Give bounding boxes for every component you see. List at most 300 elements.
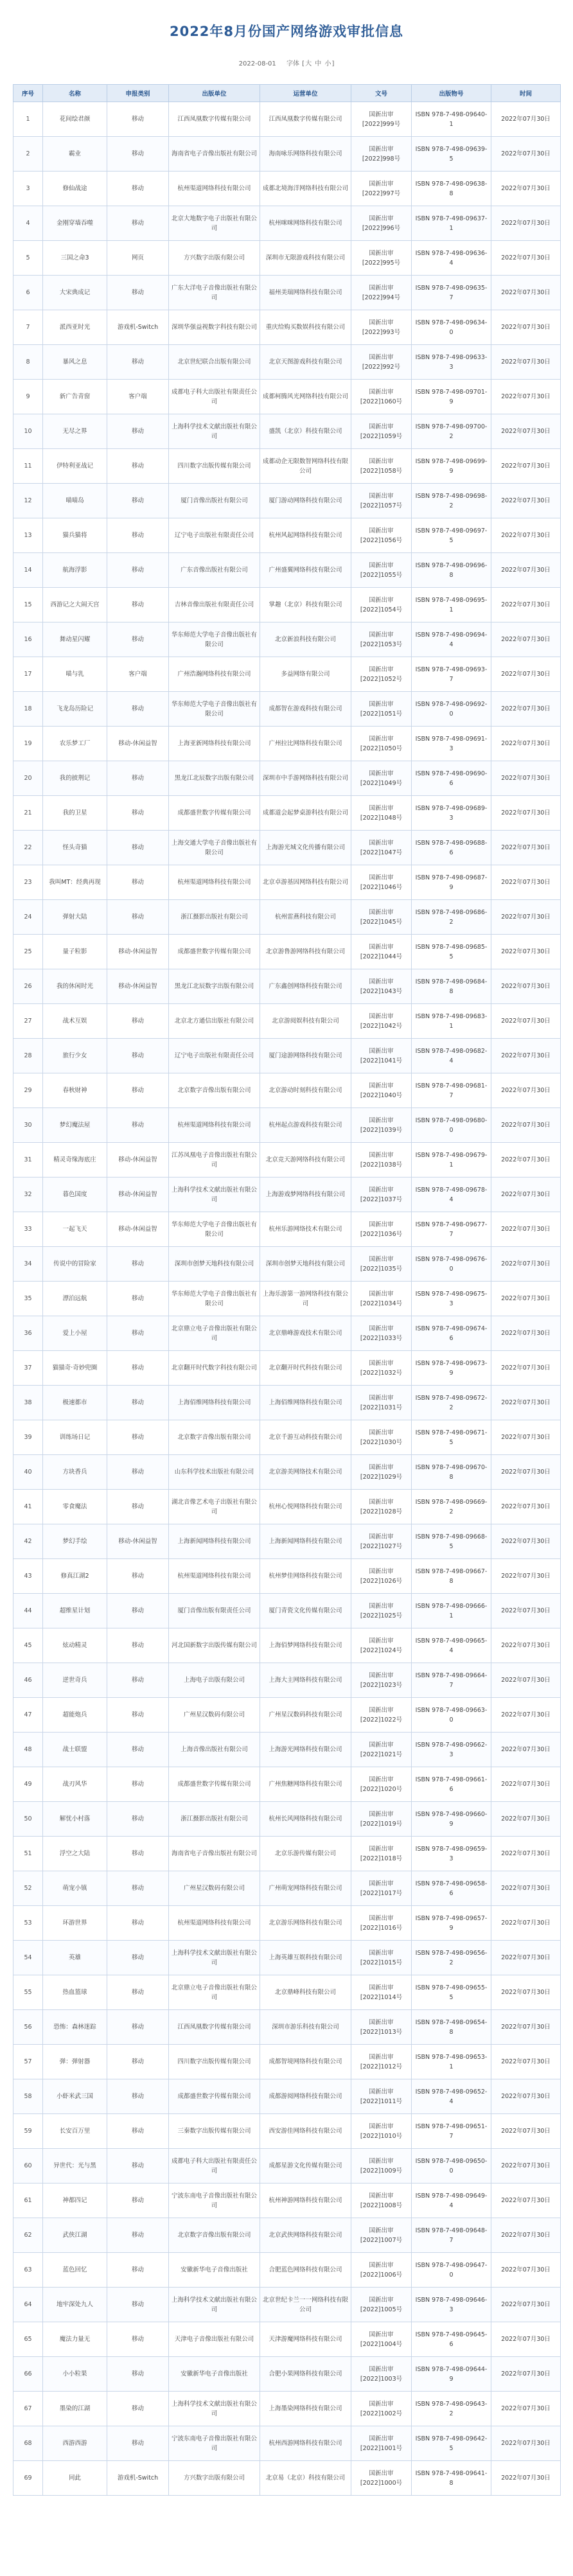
approval-number-cell: 国新出审[2022]1047号: [351, 831, 412, 865]
approval-number-cell: 国新出审[2022]1013号: [351, 2010, 412, 2045]
row-index-cell: 29: [13, 1073, 43, 1108]
publish-date: 2022-08-01: [238, 60, 276, 67]
font-size-label: 字体: [286, 60, 299, 67]
operator-cell: 杭州长风网络科技有限公司: [260, 1802, 351, 1837]
publisher-cell: 方兴数字出版有限公司: [169, 241, 260, 276]
approval-number-cell: 国新出审[2022]1008号: [351, 2183, 412, 2218]
approval-date-cell: 2022年07月30日: [491, 2461, 561, 2496]
isbn-cell: ISBN 978-7-498-09695-1: [412, 588, 491, 622]
row-index-cell: 28: [13, 1039, 43, 1073]
row-index-cell: 53: [13, 1906, 43, 1941]
column-header: 出版单位: [169, 85, 260, 102]
category-cell: 移动: [107, 761, 169, 796]
game-name-cell: 地牢深处九人: [43, 2288, 107, 2322]
approval-date-cell: 2022年07月30日: [491, 2149, 561, 2183]
operator-cell: 厦门途游网络科技有限公司: [260, 1039, 351, 1073]
table-row: [13, 1143, 561, 1178]
row-index-cell: 58: [13, 2079, 43, 2114]
publisher-cell: 杭州渠道网络科技有限公司: [169, 1559, 260, 1594]
approval-number-cell: 国新出审[2022]1036号: [351, 1212, 412, 1247]
game-name-cell: 暴风之息: [43, 345, 107, 380]
category-cell: 移动: [107, 2426, 169, 2461]
row-index-cell: 48: [13, 1733, 43, 1767]
operator-cell: 上海墨染网络科技有限公司: [260, 2392, 351, 2426]
category-cell: 移动-休闲益智: [107, 1178, 169, 1212]
row-index-cell: 5: [13, 241, 43, 276]
isbn-cell: ISBN 978-7-498-09658-6: [412, 1871, 491, 1906]
operator-cell: 合肥小果网络科技有限公司: [260, 2357, 351, 2392]
category-cell: 移动: [107, 345, 169, 380]
isbn-cell: ISBN 978-7-498-09677-7: [412, 1212, 491, 1247]
category-cell: 移动: [107, 1663, 169, 1698]
table-row: [13, 727, 561, 761]
isbn-cell: ISBN 978-7-498-09696-8: [412, 553, 491, 588]
category-cell: 移动: [107, 900, 169, 935]
operator-cell: 北京游美网络技术有限公司: [260, 1455, 351, 1490]
approval-number-cell: 国新出审[2022]1004号: [351, 2322, 412, 2357]
publisher-cell: 华东师范大学电子音像出版社有限公司: [169, 692, 260, 727]
operator-cell: 江西凤凰数字传媒有限公司: [260, 102, 351, 137]
isbn-cell: ISBN 978-7-498-09685-5: [412, 935, 491, 969]
category-cell: 移动: [107, 1906, 169, 1941]
approval-number-cell: 国新出审[2022]998号: [351, 137, 412, 172]
isbn-cell: ISBN 978-7-498-09660-9: [412, 1802, 491, 1837]
approval-date-cell: 2022年07月30日: [491, 761, 561, 796]
isbn-cell: ISBN 978-7-498-09684-8: [412, 969, 491, 1004]
approval-number-cell: 国新出审[2022]1012号: [351, 2045, 412, 2079]
game-name-cell: 舞动星闪耀: [43, 622, 107, 657]
operator-cell: 海南咏乐网络科技有限公司: [260, 137, 351, 172]
approval-number-cell: 国新出审[2022]1019号: [351, 1802, 412, 1837]
isbn-cell: ISBN 978-7-498-09672-2: [412, 1386, 491, 1420]
row-index-cell: 42: [13, 1524, 43, 1559]
row-index-cell: 51: [13, 1837, 43, 1871]
publisher-cell: 广东大洋电子音像出版社有限公司: [169, 276, 260, 310]
isbn-cell: ISBN 978-7-498-09656-2: [412, 1941, 491, 1975]
approval-date-cell: 2022年07月30日: [491, 1039, 561, 1073]
row-index-cell: 15: [13, 588, 43, 622]
game-name-cell: 金刚穿墙吞噬: [43, 206, 107, 241]
approval-number-cell: 国新出审[2022]1041号: [351, 1039, 412, 1073]
approval-number-cell: 国新出审[2022]1001号: [351, 2426, 412, 2461]
approval-date-cell: 2022年07月30日: [491, 1004, 561, 1039]
publisher-cell: 江西凤凰数字传媒有限公司: [169, 2010, 260, 2045]
isbn-cell: ISBN 978-7-498-09679-1: [412, 1143, 491, 1178]
approval-number-cell: 国新出审[2022]1057号: [351, 484, 412, 518]
font-size-medium[interactable]: 中: [315, 60, 322, 67]
game-name-cell: 英雄: [43, 1941, 107, 1975]
approval-number-cell: 国新出审[2022]1025号: [351, 1594, 412, 1628]
column-header: 序号: [13, 85, 43, 102]
operator-cell: 北京天图游戏科技有限公司: [260, 345, 351, 380]
approval-date-cell: 2022年07月30日: [491, 206, 561, 241]
table-row: [13, 2461, 561, 2496]
approval-date-cell: 2022年07月30日: [491, 1316, 561, 1351]
row-index-cell: 35: [13, 1282, 43, 1316]
game-name-cell: 三国之命3: [43, 241, 107, 276]
operator-cell: 成都北境海洋网络科技有限公司: [260, 172, 351, 206]
approval-date-cell: 2022年07月30日: [491, 1108, 561, 1143]
game-name-cell: 量子粒影: [43, 935, 107, 969]
game-name-cell: 西游西游: [43, 2426, 107, 2461]
approval-date-cell: 2022年07月30日: [491, 137, 561, 172]
category-cell: 移动: [107, 137, 169, 172]
publisher-cell: 北京大地数字电子出版社有限公司: [169, 206, 260, 241]
row-index-cell: 38: [13, 1386, 43, 1420]
approval-number-cell: 国新出审[2022]1043号: [351, 969, 412, 1004]
approval-number-cell: 国新出审[2022]1021号: [351, 1733, 412, 1767]
table-row: [13, 1386, 561, 1420]
column-header: 申报类别: [107, 85, 169, 102]
font-size-small[interactable]: 小: [324, 60, 331, 67]
isbn-cell: ISBN 978-7-498-09657-9: [412, 1906, 491, 1941]
operator-cell: 广州焦糖网络科技有限公司: [260, 1767, 351, 1802]
game-name-cell: 喵喵岛: [43, 484, 107, 518]
game-name-cell: 训练场日记: [43, 1420, 107, 1455]
table-row: [13, 900, 561, 935]
publisher-cell: 厦门音像出版社有限公司: [169, 484, 260, 518]
game-name-cell: 伊特利亚战记: [43, 449, 107, 484]
game-name-cell: 恐怖：森林迷踪: [43, 2010, 107, 2045]
game-name-cell: 战刃风华: [43, 1767, 107, 1802]
approval-number-cell: 国新出审[2022]1002号: [351, 2392, 412, 2426]
row-index-cell: 3: [13, 172, 43, 206]
isbn-cell: ISBN 978-7-498-09692-0: [412, 692, 491, 727]
table-row: [13, 2045, 561, 2079]
isbn-cell: ISBN 978-7-498-09690-6: [412, 761, 491, 796]
game-name-cell: 梦幻手绘: [43, 1524, 107, 1559]
operator-cell: 北京易（北京）科技有限公司: [260, 2461, 351, 2496]
approval-number-cell: 国新出审[2022]1000号: [351, 2461, 412, 2496]
row-index-cell: 61: [13, 2183, 43, 2218]
publisher-cell: 安徽新华电子音像出版社: [169, 2357, 260, 2392]
isbn-cell: ISBN 978-7-498-09641-8: [412, 2461, 491, 2496]
table-row: [13, 831, 561, 865]
table-row: [13, 1837, 561, 1871]
category-cell: 移动: [107, 206, 169, 241]
publisher-cell: 上海音像出版社有限公司: [169, 1733, 260, 1767]
isbn-cell: ISBN 978-7-498-09647-0: [412, 2253, 491, 2288]
operator-cell: 北京翻开时代科技有限公司: [260, 1351, 351, 1386]
operator-cell: 上海佰维网络科技有限公司: [260, 1386, 351, 1420]
publisher-cell: 海南省电子音像出版社有限公司: [169, 137, 260, 172]
row-index-cell: 56: [13, 2010, 43, 2045]
table-row: [13, 1802, 561, 1837]
operator-cell: 天津游魔网络科技有限公司: [260, 2322, 351, 2357]
publisher-cell: 广东音像出版社有限公司: [169, 553, 260, 588]
publisher-cell: 北京北方通信出版社有限公司: [169, 1004, 260, 1039]
approval-date-cell: 2022年07月30日: [491, 414, 561, 449]
approval-date-cell: 2022年07月30日: [491, 1559, 561, 1594]
game-name-cell: 萌宠小镇: [43, 1871, 107, 1906]
table-row: [13, 414, 561, 449]
game-name-cell: 战术互娱: [43, 1004, 107, 1039]
category-cell: 移动: [107, 1004, 169, 1039]
row-index-cell: 8: [13, 345, 43, 380]
game-name-cell: 炫动精灵: [43, 1628, 107, 1663]
operator-cell: 上海游光城文化传播有限公司: [260, 831, 351, 865]
operator-cell: 杭州神游网络科技有限公司: [260, 2183, 351, 2218]
approval-date-cell: 2022年07月30日: [491, 865, 561, 900]
operator-cell: 上海乐游第一游网络科技有限公司: [260, 1282, 351, 1316]
isbn-cell: ISBN 978-7-498-09686-2: [412, 900, 491, 935]
operator-cell: 广州盛翼网络科技有限公司: [260, 553, 351, 588]
row-index-cell: 25: [13, 935, 43, 969]
game-name-cell: 逆世奇兵: [43, 1663, 107, 1698]
isbn-cell: ISBN 978-7-498-09650-0: [412, 2149, 491, 2183]
game-name-cell: 梦幻魔法屋: [43, 1108, 107, 1143]
category-cell: 移动: [107, 1108, 169, 1143]
game-name-cell: 我叫MT：经典再现: [43, 865, 107, 900]
publisher-cell: 北京世纪联合出版有限公司: [169, 345, 260, 380]
table-row: [13, 1178, 561, 1212]
category-cell: 移动: [107, 1351, 169, 1386]
isbn-cell: ISBN 978-7-498-09670-8: [412, 1455, 491, 1490]
category-cell: 移动-休闲益智: [107, 1143, 169, 1178]
approval-date-cell: 2022年07月30日: [491, 1906, 561, 1941]
isbn-cell: ISBN 978-7-498-09644-9: [412, 2357, 491, 2392]
approval-date-cell: 2022年07月30日: [491, 622, 561, 657]
approval-number-cell: 国新出审[2022]1018号: [351, 1837, 412, 1871]
game-name-cell: 西游记之大闹天宫: [43, 588, 107, 622]
approval-date-cell: 2022年07月30日: [491, 657, 561, 692]
row-index-cell: 7: [13, 310, 43, 345]
category-cell: 移动: [107, 692, 169, 727]
row-index-cell: 31: [13, 1143, 43, 1178]
operator-cell: 厦门青瓷文化传媒有限公司: [260, 1594, 351, 1628]
publisher-cell: 成都盛世数字传媒有限公司: [169, 935, 260, 969]
column-header: 出版物号: [412, 85, 491, 102]
approval-date-cell: 2022年07月30日: [491, 969, 561, 1004]
approval-date-cell: 2022年07月30日: [491, 1212, 561, 1247]
approval-date-cell: 2022年07月30日: [491, 1975, 561, 2010]
approval-number-cell: 国新出审[2022]997号: [351, 172, 412, 206]
table-row: [13, 1351, 561, 1386]
approval-number-cell: 国新出审[2022]1034号: [351, 1282, 412, 1316]
approval-number-cell: 国新出审[2022]1015号: [351, 1941, 412, 1975]
approval-number-cell: 国新出审[2022]994号: [351, 276, 412, 310]
game-name-cell: 战士联盟: [43, 1733, 107, 1767]
operator-cell: 深圳市中手游网络科技有限公司: [260, 761, 351, 796]
table-row: [13, 241, 561, 276]
isbn-cell: ISBN 978-7-498-09653-1: [412, 2045, 491, 2079]
category-cell: 移动: [107, 1871, 169, 1906]
publisher-cell: 北京鼎立电子音像出版社有限公司: [169, 1316, 260, 1351]
operator-cell: 北京乐游传媒有限公司: [260, 1837, 351, 1871]
publisher-cell: 上海科学技术文献出版社有限公司: [169, 1178, 260, 1212]
category-cell: 移动: [107, 1733, 169, 1767]
isbn-cell: ISBN 978-7-498-09678-4: [412, 1178, 491, 1212]
table-row: [13, 518, 561, 553]
approval-date-cell: 2022年07月30日: [491, 796, 561, 831]
operator-cell: 广州星汉数码科技有限公司: [260, 1698, 351, 1733]
table-row: [13, 1247, 561, 1282]
approval-number-cell: 国新出审[2022]1020号: [351, 1767, 412, 1802]
approval-number-cell: 国新出审[2022]1024号: [351, 1628, 412, 1663]
approval-date-cell: 2022年07月30日: [491, 484, 561, 518]
approval-number-cell: 国新出审[2022]1028号: [351, 1490, 412, 1524]
isbn-cell: ISBN 978-7-498-09701-9: [412, 380, 491, 414]
isbn-cell: ISBN 978-7-498-09694-4: [412, 622, 491, 657]
approval-date-cell: 2022年07月30日: [491, 1524, 561, 1559]
isbn-cell: ISBN 978-7-498-09661-6: [412, 1767, 491, 1802]
category-cell: 移动-休闲益智: [107, 935, 169, 969]
isbn-cell: ISBN 978-7-498-09673-9: [412, 1351, 491, 1386]
approval-date-cell: 2022年07月30日: [491, 2288, 561, 2322]
row-index-cell: 4: [13, 206, 43, 241]
publisher-cell: 河北国新数字出版传媒有限公司: [169, 1628, 260, 1663]
approval-number-cell: 国新出审[2022]1026号: [351, 1559, 412, 1594]
isbn-cell: ISBN 978-7-498-09640-1: [412, 102, 491, 137]
approval-date-cell: 2022年07月30日: [491, 1386, 561, 1420]
row-index-cell: 67: [13, 2392, 43, 2426]
row-index-cell: 1: [13, 102, 43, 137]
publisher-cell: 杭州渠道网络科技有限公司: [169, 1108, 260, 1143]
approval-date-cell: 2022年07月30日: [491, 1663, 561, 1698]
approval-number-cell: 国新出审[2022]1045号: [351, 900, 412, 935]
category-cell: 移动: [107, 1594, 169, 1628]
publisher-cell: 上海新闻网络科技有限公司: [169, 1524, 260, 1559]
font-size-large[interactable]: 大: [305, 60, 312, 67]
category-cell: 移动: [107, 865, 169, 900]
game-name-cell: 零食魔法: [43, 1490, 107, 1524]
game-name-cell: 新广告青窗: [43, 380, 107, 414]
row-index-cell: 65: [13, 2322, 43, 2357]
column-header: 名称: [43, 85, 107, 102]
category-cell: 移动: [107, 449, 169, 484]
publisher-cell: 北京翻开时代数字科技有限公司: [169, 1351, 260, 1386]
publisher-cell: 安徽新华电子音像出版社: [169, 2253, 260, 2288]
isbn-cell: ISBN 978-7-498-09663-0: [412, 1698, 491, 1733]
publisher-cell: 成都电子科大出版社有限责任公司: [169, 2149, 260, 2183]
approval-date-cell: 2022年07月30日: [491, 2114, 561, 2149]
table-row: [13, 2253, 561, 2288]
publisher-cell: 上海亚新网络科技有限公司: [169, 727, 260, 761]
operator-cell: 杭州乐游网络技术有限公司: [260, 1212, 351, 1247]
table-row: [13, 1073, 561, 1108]
isbn-cell: ISBN 978-7-498-09681-7: [412, 1073, 491, 1108]
row-index-cell: 30: [13, 1108, 43, 1143]
category-cell: 移动: [107, 276, 169, 310]
game-name-cell: 农乐梦工厂: [43, 727, 107, 761]
operator-cell: 广州萌宠网络科技有限公司: [260, 1871, 351, 1906]
approval-date-cell: 2022年07月30日: [491, 692, 561, 727]
publisher-cell: 海南省电子音像出版社有限公司: [169, 1837, 260, 1871]
category-cell: 移动: [107, 2010, 169, 2045]
publisher-cell: 宁波东南电子音像出版社有限公司: [169, 2183, 260, 2218]
category-cell: 移动: [107, 1628, 169, 1663]
category-cell: 移动: [107, 1802, 169, 1837]
table-row: [13, 1628, 561, 1663]
row-index-cell: 10: [13, 414, 43, 449]
operator-cell: 上海英雄互娱科技有限公司: [260, 1941, 351, 1975]
operator-cell: 北京游乐网络科技有限公司: [260, 1906, 351, 1941]
approval-date-cell: 2022年07月30日: [491, 1420, 561, 1455]
operator-cell: 杭州西游网络科技有限公司: [260, 2426, 351, 2461]
operator-cell: 重庆给购买数娱科技有限公司: [260, 310, 351, 345]
table-row: [13, 2114, 561, 2149]
publisher-cell: 北京数字音像出版有限公司: [169, 2218, 260, 2253]
row-index-cell: 47: [13, 1698, 43, 1733]
table-body: [13, 102, 561, 2496]
publisher-cell: 黑龙江北辰数字出版有限公司: [169, 761, 260, 796]
operator-cell: 上海大主网络科技有限公司: [260, 1663, 351, 1698]
category-cell: 移动: [107, 1316, 169, 1351]
publisher-cell: 华东师范大学电子音像出版社有限公司: [169, 622, 260, 657]
category-cell: 移动: [107, 2253, 169, 2288]
approval-date-cell: 2022年07月30日: [491, 2253, 561, 2288]
approval-date-cell: 2022年07月30日: [491, 102, 561, 137]
row-index-cell: 68: [13, 2426, 43, 2461]
isbn-cell: ISBN 978-7-498-09648-7: [412, 2218, 491, 2253]
isbn-cell: ISBN 978-7-498-09674-6: [412, 1316, 491, 1351]
approval-date-cell: 2022年07月30日: [491, 1282, 561, 1316]
operator-cell: 北京千游互动科技有限公司: [260, 1420, 351, 1455]
category-cell: 移动: [107, 1767, 169, 1802]
category-cell: 移动: [107, 2079, 169, 2114]
publisher-cell: 杭州渠道网络科技有限公司: [169, 172, 260, 206]
game-name-cell: 花间绘君颜: [43, 102, 107, 137]
table-row: [13, 2149, 561, 2183]
approval-date-cell: 2022年07月30日: [491, 2392, 561, 2426]
approval-number-cell: 国新出审[2022]1054号: [351, 588, 412, 622]
category-cell: 移动: [107, 2357, 169, 2392]
category-cell: 移动: [107, 2183, 169, 2218]
table-row: [13, 449, 561, 484]
game-name-cell: 极速都市: [43, 1386, 107, 1420]
publisher-cell: 华东师范大学电子音像出版社有限公司: [169, 1212, 260, 1247]
publisher-cell: 广州浩瀚网络科技有限公司: [169, 657, 260, 692]
approval-date-cell: 2022年07月30日: [491, 2426, 561, 2461]
game-name-cell: 修仙战途: [43, 172, 107, 206]
approval-number-cell: 国新出审[2022]992号: [351, 345, 412, 380]
approval-number-cell: 国新出审[2022]1049号: [351, 761, 412, 796]
game-name-cell: 传说中的冒险家: [43, 1247, 107, 1282]
row-index-cell: 17: [13, 657, 43, 692]
publisher-cell: 湖北音像艺术电子出版社有限公司: [169, 1490, 260, 1524]
row-index-cell: 50: [13, 1802, 43, 1837]
isbn-cell: ISBN 978-7-498-09652-4: [412, 2079, 491, 2114]
category-cell: 移动: [107, 1490, 169, 1524]
table-row: [13, 865, 561, 900]
category-cell: 移动-休闲益智: [107, 969, 169, 1004]
game-name-cell: 武侠江湖: [43, 2218, 107, 2253]
category-cell: 移动: [107, 831, 169, 865]
isbn-cell: ISBN 978-7-498-09682-4: [412, 1039, 491, 1073]
operator-cell: 上海游光网络科技有限公司: [260, 1733, 351, 1767]
publisher-cell: 厦门音像出版有限责任公司: [169, 1594, 260, 1628]
isbn-cell: ISBN 978-7-498-09659-3: [412, 1837, 491, 1871]
category-cell: 移动: [107, 1247, 169, 1282]
game-name-cell: 大宋典成记: [43, 276, 107, 310]
category-cell: 移动: [107, 1941, 169, 1975]
operator-cell: 北京新浪科技有限公司: [260, 622, 351, 657]
operator-cell: 成都动企无限数智网络科技有限公司: [260, 449, 351, 484]
publisher-cell: 杭州渠道网络科技有限公司: [169, 1906, 260, 1941]
game-name-cell: 同此: [43, 2461, 107, 2496]
approval-number-cell: 国新出审[2022]1052号: [351, 657, 412, 692]
publisher-cell: 三秦数字出版传媒有限公司: [169, 2114, 260, 2149]
operator-cell: 杭州起点游戏科技有限公司: [260, 1108, 351, 1143]
category-cell: 游戏机-Switch: [107, 310, 169, 345]
approval-number-cell: 国新出审[2022]1031号: [351, 1386, 412, 1420]
approval-number-cell: 国新出审[2022]1035号: [351, 1247, 412, 1282]
operator-cell: 广州拉比网络科技有限公司: [260, 727, 351, 761]
operator-cell: 深圳市无限游戏科技有限公司: [260, 241, 351, 276]
table-row: [13, 1212, 561, 1247]
publisher-cell: 杭州渠道网络科技有限公司: [169, 865, 260, 900]
operator-cell: 北京武侠网络科技有限公司: [260, 2218, 351, 2253]
